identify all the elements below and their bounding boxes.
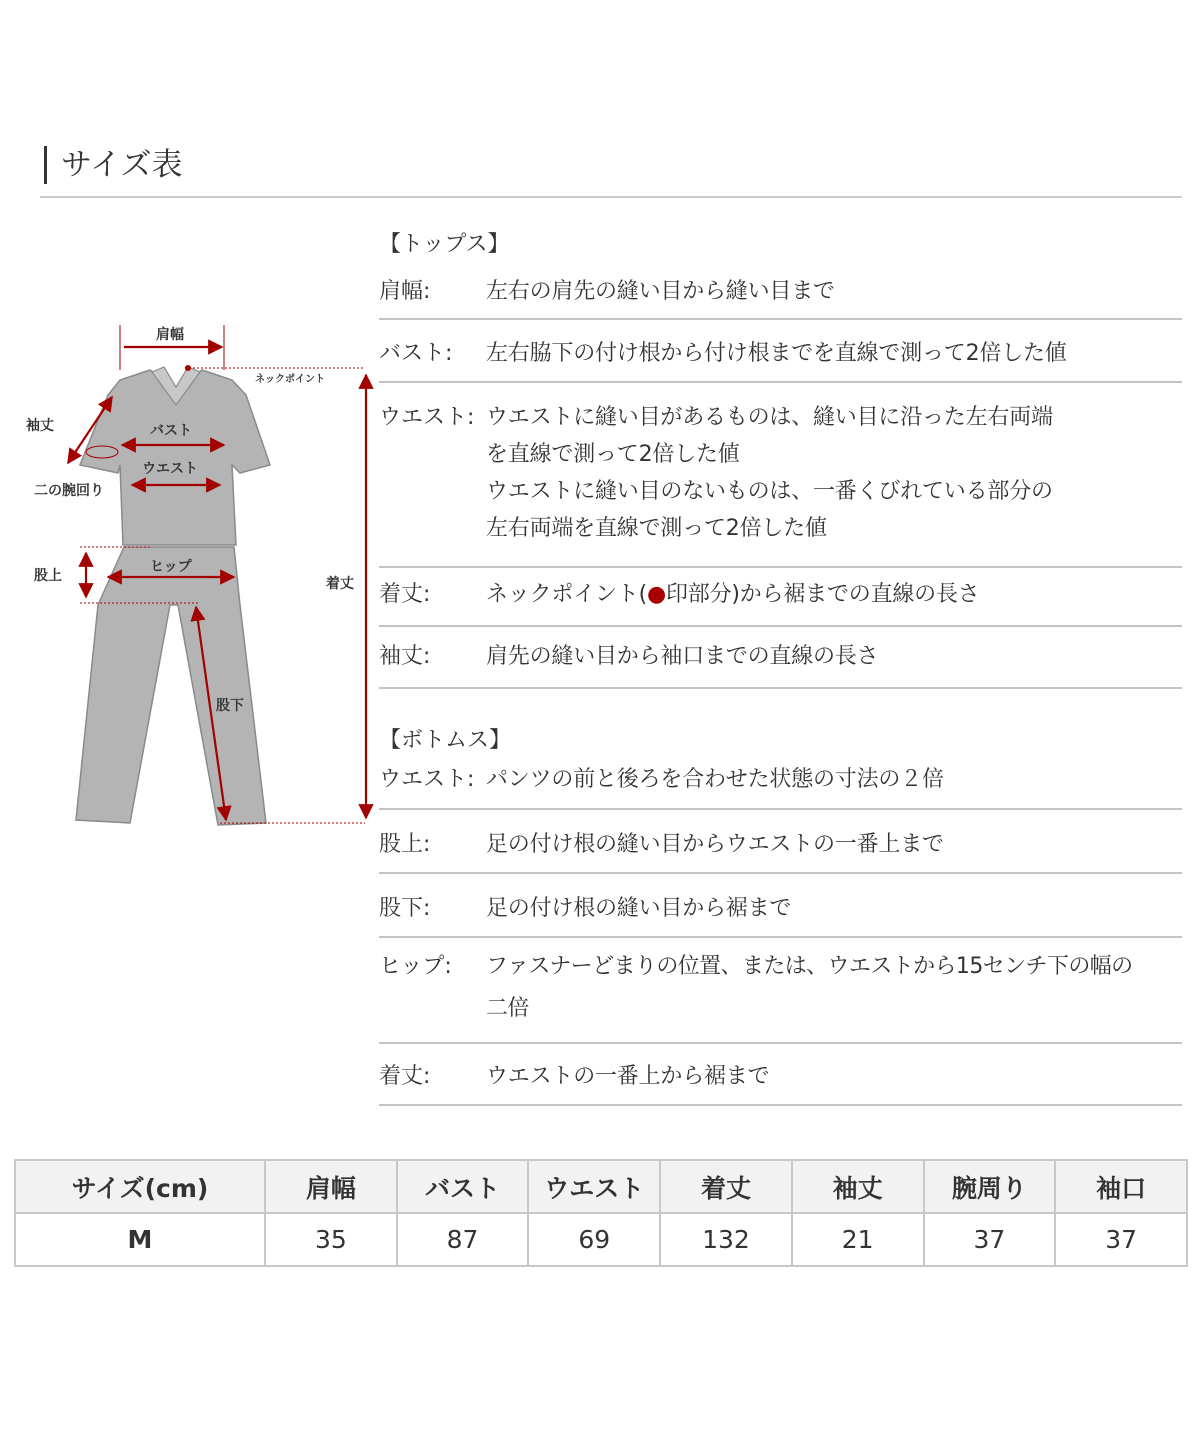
header-sleeve: 袖丈	[792, 1160, 924, 1213]
measurement-diagram	[20, 315, 380, 835]
row-term: 着丈:	[379, 1064, 431, 1089]
header-size: サイズ(cm)	[15, 1160, 265, 1213]
header-waist: ウエスト	[528, 1160, 660, 1213]
tops-heading: 【トップス】	[379, 232, 510, 257]
row-desc: 足の付け根の縫い目から裾まで	[486, 896, 792, 921]
row-desc: ファスナーどまりの位置、または、ウエストから15センチ下の幅の 二倍	[486, 954, 1133, 1021]
bottoms-row-length	[379, 1044, 1182, 1106]
header-length: 着丈	[660, 1160, 792, 1213]
cell-shoulder: 35	[265, 1213, 397, 1266]
upper-arm-label: 二の腕回り	[34, 483, 104, 499]
header-arm: 腕周り	[924, 1160, 1056, 1213]
cell-arm: 37	[924, 1213, 1056, 1266]
length-label: 着丈	[326, 576, 354, 592]
tops-row-shoulder	[379, 262, 1182, 320]
neck-point-marker: ●	[646, 582, 666, 607]
pants-garment-shape	[76, 547, 266, 825]
waist-label: ウエスト	[142, 461, 198, 477]
cell-cuff: 37	[1055, 1213, 1187, 1266]
header-shoulder: 肩幅	[265, 1160, 397, 1213]
page-title: サイズ表	[44, 146, 183, 184]
header-bust: バスト	[397, 1160, 529, 1213]
cell-size: M	[15, 1213, 265, 1266]
cell-bust: 87	[397, 1213, 529, 1266]
shoulder-label: 肩幅	[156, 327, 184, 343]
inseam-label: 股下	[216, 698, 244, 714]
row-term: ウエスト:	[379, 767, 475, 792]
tops-row-waist	[379, 383, 1182, 568]
row-term: ウエスト:	[379, 405, 475, 430]
sleeve-label: 袖丈	[26, 418, 54, 434]
neck-point-dot	[185, 365, 191, 371]
size-table	[14, 1159, 1188, 1267]
bust-label: バスト	[150, 423, 192, 439]
bottoms-row-hip	[379, 938, 1182, 1044]
row-desc: ネックポイント(●印部分)から裾までの直線の長さ	[486, 582, 980, 607]
tops-row-sleeve	[379, 627, 1182, 689]
row-desc: 左右の肩先の縫い目から縫い目まで	[486, 279, 835, 304]
row-term: 股下:	[379, 896, 431, 921]
row-desc: 足の付け根の縫い目からウエストの一番上まで	[486, 832, 944, 857]
hip-label: ヒップ	[150, 559, 192, 575]
bottoms-row-inseam	[379, 874, 1182, 938]
header-cuff: 袖口	[1055, 1160, 1187, 1213]
bottoms-heading: 【ボトムス】	[379, 728, 512, 753]
row-desc: 肩先の縫い目から袖口までの直線の長さ	[486, 644, 879, 669]
size-table-header-row	[15, 1160, 1187, 1213]
row-desc: パンツの前と後ろを合わせた状態の寸法の２倍	[486, 767, 944, 792]
row-desc: 左右脇下の付け根から付け根までを直線で測って2倍した値	[486, 341, 1067, 366]
row-term: 着丈:	[379, 582, 431, 607]
row-desc: ウエストの一番上から裾まで	[486, 1064, 770, 1089]
tops-row-length	[379, 568, 1182, 627]
row-term: 肩幅:	[379, 279, 431, 304]
row-term: バスト:	[379, 341, 453, 366]
rise-label: 股上	[34, 568, 62, 584]
measurement-definitions	[379, 228, 1182, 1106]
garment-illustration	[20, 315, 380, 835]
cell-length: 132	[660, 1213, 792, 1266]
title-divider	[40, 196, 1182, 198]
row-term: 股上:	[379, 832, 431, 857]
bottoms-row-waist	[379, 758, 1182, 810]
row-term: 袖丈:	[379, 644, 431, 669]
cell-sleeve: 21	[792, 1213, 924, 1266]
row-desc: ウエストに縫い目があるものは、縫い目に沿った左右両端 を直線で測って2倍した値 ウエストに縫い目のないものは、一番くびれている部分の 左右両端を直線で測って2倍した値	[486, 405, 1053, 541]
row-term: ヒップ:	[379, 954, 452, 979]
table-row	[15, 1213, 1187, 1266]
cell-waist: 69	[528, 1213, 660, 1266]
tops-row-bust	[379, 320, 1182, 383]
neck-point-label: ネックポイント	[255, 374, 325, 385]
bottoms-row-rise	[379, 810, 1182, 874]
